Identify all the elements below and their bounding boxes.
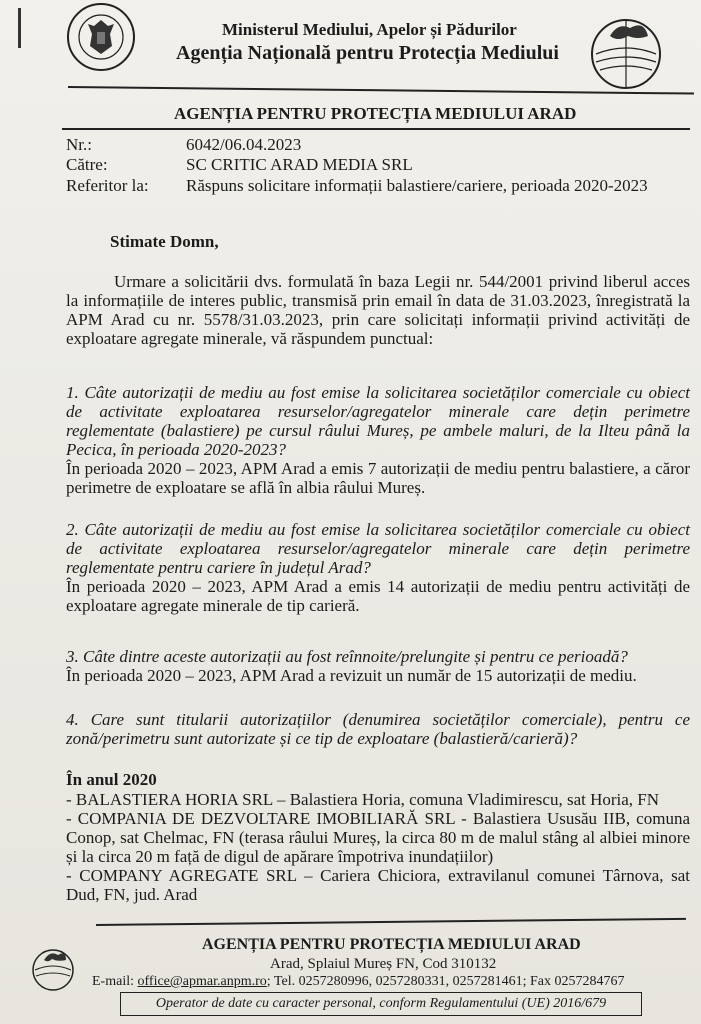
answer-text: În perioada 2020 – 2023, APM Arad a emis 14 autorizații de mediu pentru activități de exploatare agregate minerale de tip carieră. xyxy=(66,577,690,615)
question-text: 3. Câte dintre aceste autorizații au fost reînnoite/prelungite și pentru ce perioadă? xyxy=(66,647,628,666)
question-block-4 xyxy=(66,710,690,748)
footer-globe-logo-icon xyxy=(30,946,76,992)
meta-row-number xyxy=(66,135,301,155)
apm-title: AGENȚIA PENTRU PROTECȚIA MEDIULUI ARAD xyxy=(174,104,577,123)
question-text: 4. Care sunt titularii autorizațiilor (denumirea societăților comerciale), pentru ce zonă/perimetru sunt autorizate și ce tip de exploatare (balastieră/carieră)? xyxy=(66,710,690,748)
ministry-name: Ministerul Mediului, Apelor și Pădurilor xyxy=(222,20,517,39)
meta-label: Către: xyxy=(66,155,108,174)
romanian-government-crest-icon xyxy=(64,2,138,72)
footer-contact xyxy=(92,974,624,990)
footer-divider xyxy=(96,918,686,926)
meta-value: SC CRITIC ARAD MEDIA SRL xyxy=(186,155,413,174)
agency-name: Agenția Națională pentru Protecția Mediului xyxy=(176,42,559,64)
meta-row-recipient xyxy=(66,155,413,175)
footer-contact-prefix: E-mail: xyxy=(92,974,138,989)
operators-list xyxy=(66,790,690,904)
intro-paragraph: Urmare a solicitării dvs. formulată în baza Legii nr. 544/2001 privind liberul acces la informațiile de interes public, transmisă prin email în data de 31.03.2023, înregistrată la APM Arad cu nr. 5578/31.03.2023, prin care solicitați informații privind activități de exploatare agregate minerale, vă răspundem punctual: xyxy=(66,272,690,348)
list-item: - BALASTIERA HORIA SRL – Balastiera Horia, comuna Vladimirescu, sat Horia, FN xyxy=(66,790,660,809)
title-divider xyxy=(62,128,690,130)
footer-address: Arad, Splaiul Mureș FN, Cod 310132 xyxy=(270,956,497,972)
meta-value: Răspuns solicitare informații balastiere/cariere, perioada 2020-2023 xyxy=(186,176,648,195)
binder-mark xyxy=(18,8,21,48)
footer-contact-details: ; Tel. 0257280996, 0257280331, 0257281461; Fax 0257284767 xyxy=(266,974,625,989)
question-block-3 xyxy=(66,647,690,685)
answer-text: În perioada 2020 – 2023, APM Arad a revizuit un număr de 15 autorizații de mediu. xyxy=(66,666,637,685)
meta-row-subject xyxy=(66,176,648,196)
footer-email-link[interactable]: office@apmar.anpm.ro xyxy=(137,974,267,989)
meta-label: Referitor la: xyxy=(66,176,149,195)
greeting: Stimate Domn, xyxy=(110,232,219,251)
list-item: - COMPANY AGREGATE SRL – Cariera Chiciora, extravilanul comunei Târnova, sat Dud, FN, jud. Arad xyxy=(66,866,690,904)
question-text: 2. Câte autorizații de mediu au fost emise la solicitarea societăților comerciale cu obiect de activitate exploatarea resurselor/agregatelor minerale care dețin perimetre reglementate pentru cariere în județul Arad? xyxy=(66,520,690,577)
footer-agency-title: AGENȚIA PENTRU PROTECȚIA MEDIULUI ARAD xyxy=(202,936,581,953)
question-block-1 xyxy=(66,383,690,497)
list-item: - COMPANIA DE DEZVOLTARE IMOBILIARĂ SRL - Balastiera Ususău IIB, comuna Conop, sat Chelmac, FN (terasa râului Mureș, la circa 80 m de malul stâng al albiei minore și la circa 20 m față de digul de apărare împotriva inundațiilor) xyxy=(66,809,690,866)
question-block-2 xyxy=(66,520,690,615)
meta-value: 6042/06.04.2023 xyxy=(186,135,302,154)
meta-label: Nr.: xyxy=(66,135,92,154)
year-heading: În anul 2020 xyxy=(66,770,157,789)
question-text: 1. Câte autorizații de mediu au fost emise la solicitarea societăților comerciale cu obiect de activitate exploatarea resurselor/agregatelor minerale care dețin perimetre reglementate (balastiere) pe cursul râului Mureș, pe ambele maluri, de la Ilteu până la Pecica, în perioada 2020-2023? xyxy=(66,383,690,459)
answer-text: În perioada 2020 – 2023, APM Arad a emis 7 autorizații de mediu pentru balastiere, a căror perimetre de exploatare se află în albia râului Mureș. xyxy=(66,459,690,497)
data-operator-notice: Operator de date cu caracter personal, conform Regulamentului (UE) 2016/679 xyxy=(120,992,642,1016)
globe-tree-logo-icon xyxy=(588,14,664,90)
